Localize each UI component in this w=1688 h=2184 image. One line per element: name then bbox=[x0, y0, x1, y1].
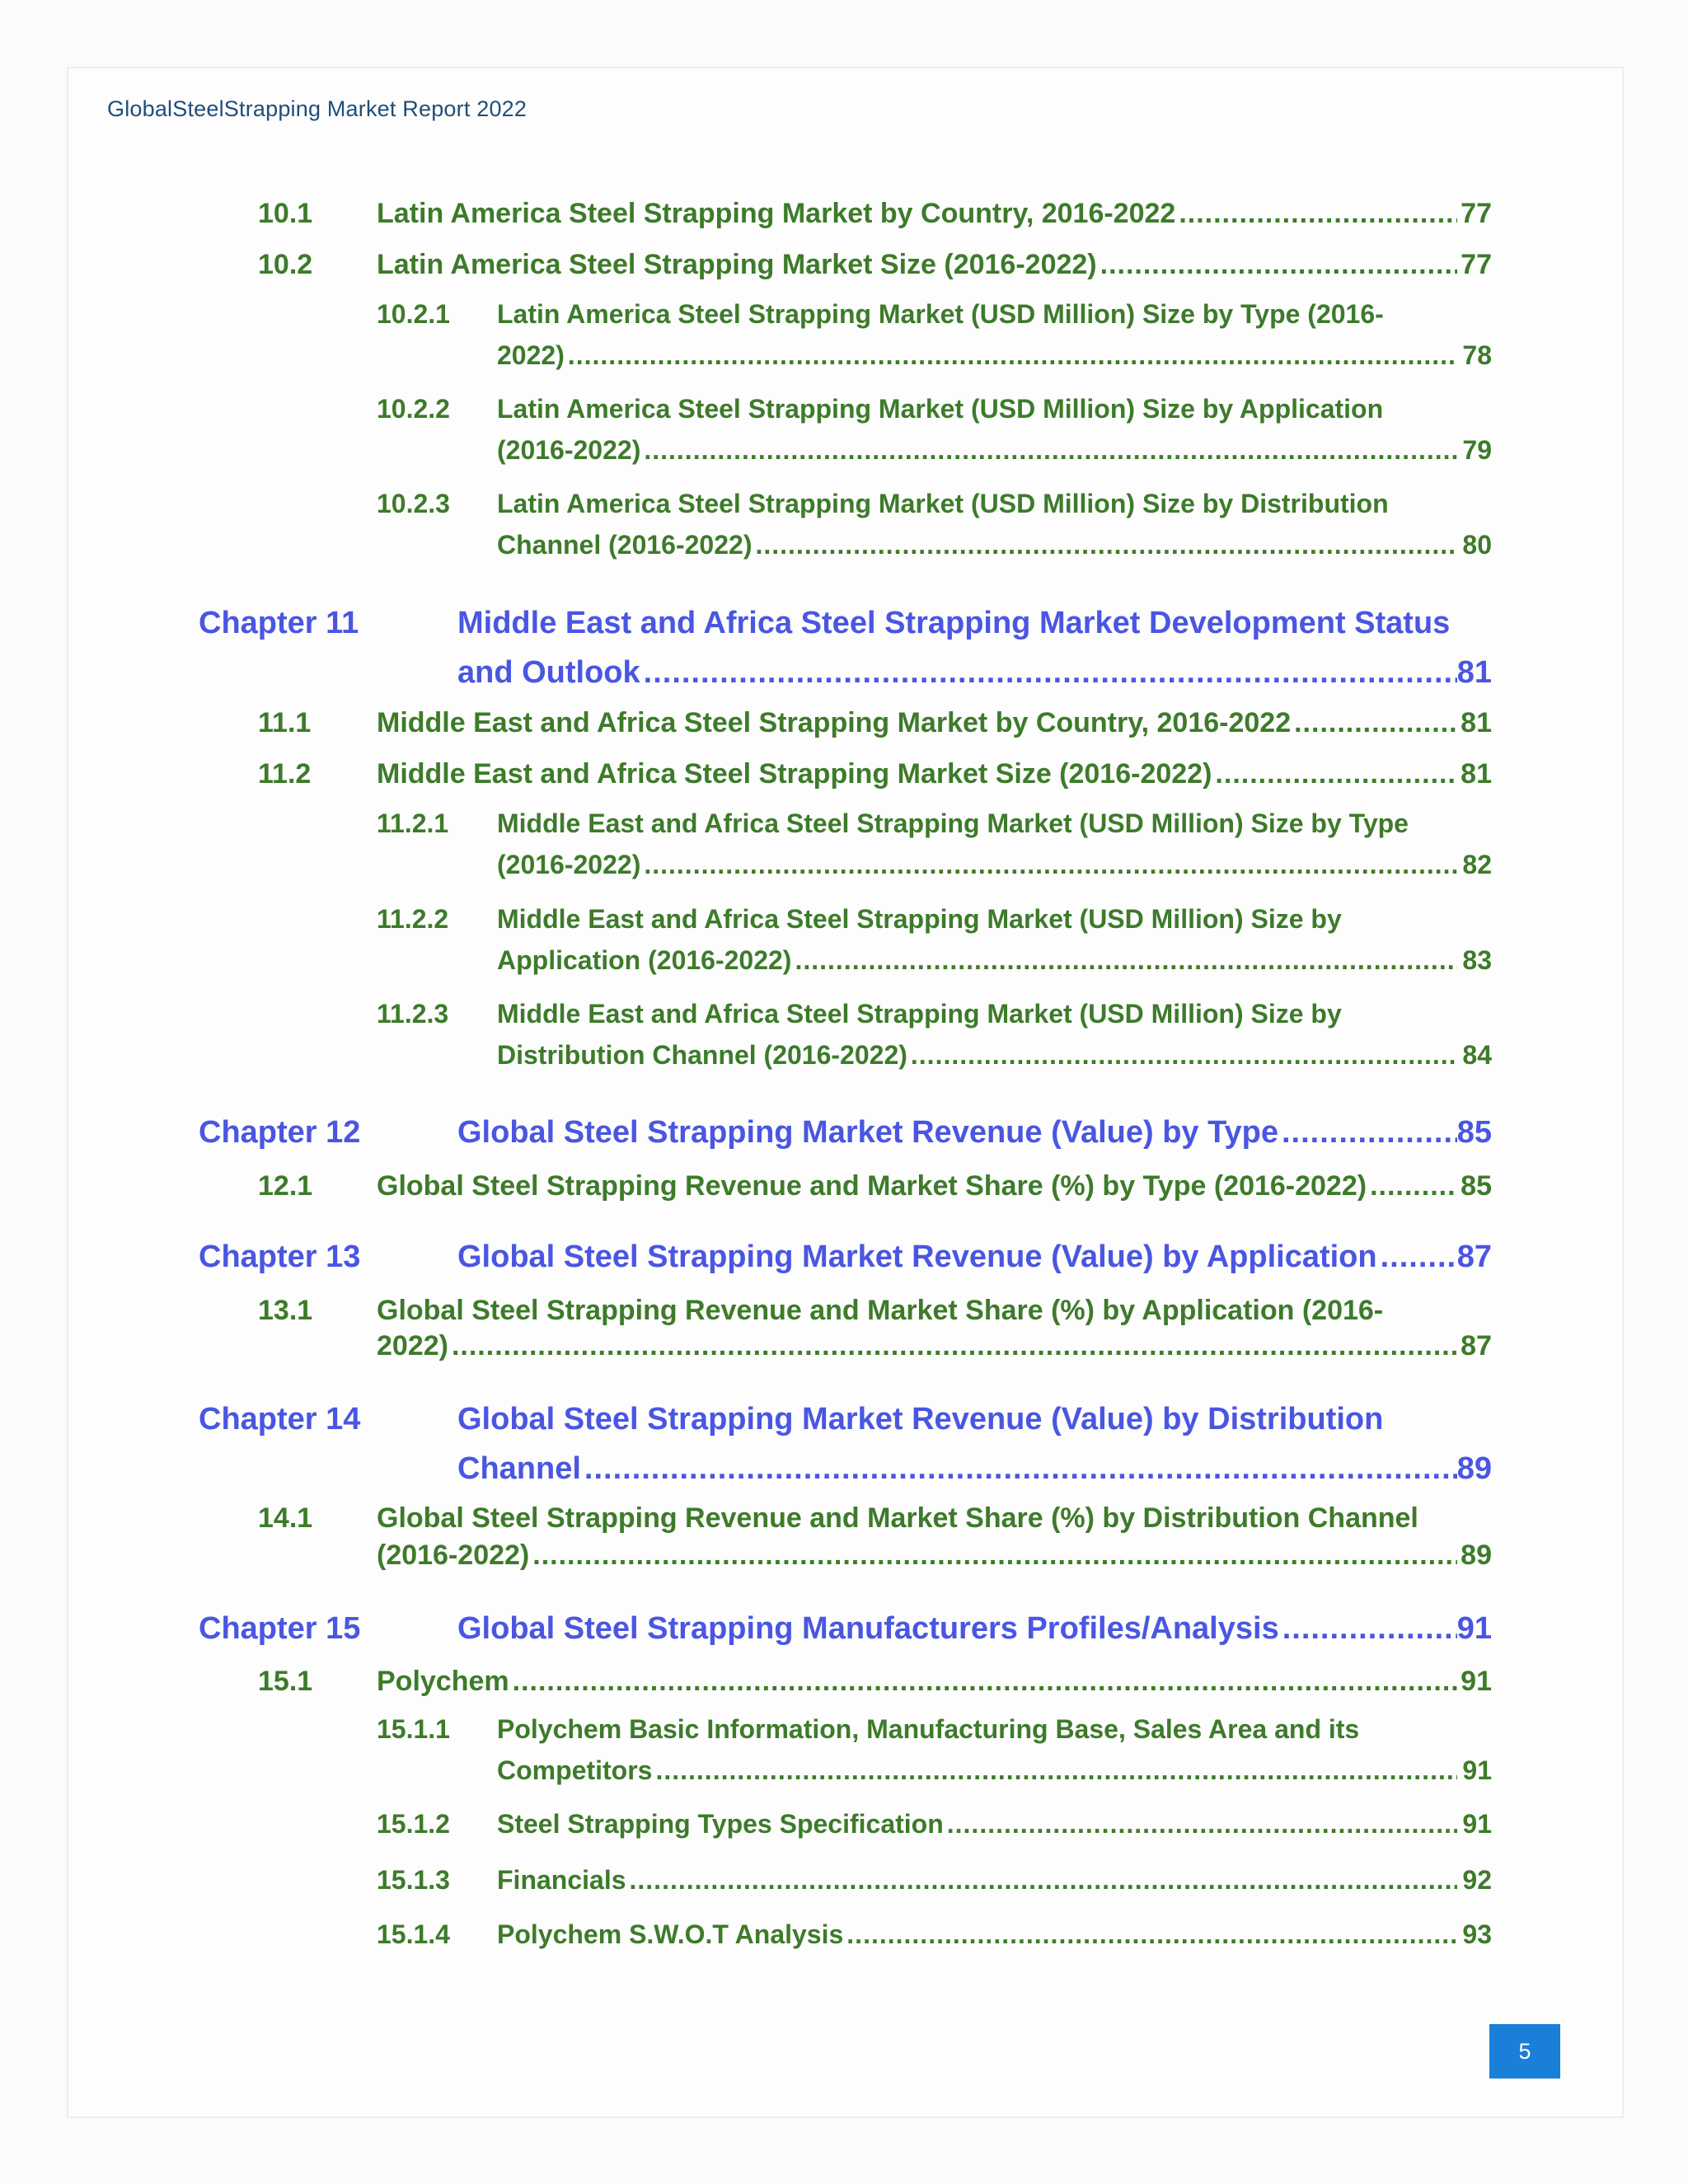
toc-title: Steel Strapping Types Specification ..... bbox=[497, 1809, 1457, 1840]
toc-number: 14.1 bbox=[258, 1502, 313, 1534]
toc-title-line1: Global Steel Strapping Market Revenue (Value) by Distribution bbox=[457, 1402, 1384, 1436]
toc-title: (2016-2022) ..... bbox=[497, 850, 1457, 880]
toc-page-number: 91 bbox=[1462, 1809, 1492, 1839]
toc-page-number: 85 bbox=[1461, 1170, 1492, 1202]
toc-title: Polychem ..... bbox=[377, 1666, 1457, 1698]
toc-page-number: 77 bbox=[1461, 249, 1492, 280]
toc-title: Latin America Steel Strapping Market by Country, 2016-2022 ..... bbox=[377, 198, 1457, 230]
toc-number: 15.1.1 bbox=[377, 1714, 450, 1744]
running-header: GlobalSteelStrapping Market Report 2022 bbox=[107, 96, 528, 121]
toc-page-number: 78 bbox=[1462, 340, 1492, 370]
toc-title: Global Steel Strapping Market Revenue (Value) by Type ..... bbox=[457, 1115, 1457, 1151]
toc-number: 11.1 bbox=[258, 707, 312, 738]
page-number-badge: 5 bbox=[1489, 2024, 1560, 2079]
toc-chapter-number: Chapter 11 bbox=[199, 606, 359, 640]
toc-page-number: 82 bbox=[1462, 850, 1492, 879]
toc-title-line1: Latin America Steel Strapping Market (USD Million) Size by Type (2016- bbox=[497, 299, 1384, 329]
toc-page-number: 85 bbox=[1456, 1115, 1492, 1150]
toc-page-number: 81 bbox=[1461, 707, 1492, 738]
toc-title-line1: Polychem Basic Information, Manufacturing Base, Sales Area and its bbox=[497, 1714, 1360, 1744]
toc-page-number: 89 bbox=[1456, 1451, 1492, 1486]
toc-title: Distribution Channel (2016-2022) ..... bbox=[497, 1040, 1457, 1071]
toc-title-line1: Latin America Steel Strapping Market (USD Million) Size by Distribution bbox=[497, 489, 1389, 518]
toc-title-line1: Middle East and Africa Steel Strapping Market (USD Million) Size by Type bbox=[497, 808, 1409, 838]
toc-page-number: 84 bbox=[1462, 1040, 1492, 1070]
toc-number: 15.1.2 bbox=[377, 1809, 450, 1839]
toc-title: (2016-2022) ..... bbox=[497, 435, 1457, 466]
toc-title: (2016-2022) ..... bbox=[377, 1540, 1457, 1572]
toc-chapter-number: Chapter 13 bbox=[199, 1240, 361, 1274]
toc-chapter-number: Chapter 15 bbox=[199, 1611, 361, 1646]
toc-title: 2022) ..... bbox=[497, 340, 1457, 371]
toc-title: Middle East and Africa Steel Strapping Market Size (2016-2022) ..... bbox=[377, 758, 1457, 790]
toc-page-number: 83 bbox=[1462, 945, 1492, 975]
toc-number: 10.2 bbox=[258, 249, 313, 280]
toc-page-number: 81 bbox=[1461, 758, 1492, 790]
toc-title: Channel ..... bbox=[457, 1451, 1457, 1487]
toc-number: 13.1 bbox=[258, 1295, 313, 1326]
toc-page-number: 93 bbox=[1462, 1919, 1492, 1949]
toc-title-line1: Middle East and Africa Steel Strapping Market (USD Million) Size by bbox=[497, 904, 1342, 934]
toc-title: Global Steel Strapping Manufacturers Profiles/Analysis ..... bbox=[457, 1611, 1457, 1647]
toc-number: 10.2.2 bbox=[377, 394, 450, 424]
toc-title-line1: Middle East and Africa Steel Strapping Market Development Status bbox=[457, 606, 1451, 640]
toc-title: Application (2016-2022) ..... bbox=[497, 945, 1457, 976]
toc-page-number: 77 bbox=[1461, 198, 1492, 229]
toc-page-number: 91 bbox=[1456, 1611, 1492, 1646]
toc-number: 12.1 bbox=[258, 1170, 313, 1202]
toc-page-number: 91 bbox=[1462, 1755, 1492, 1785]
toc-number: 10.2.3 bbox=[377, 489, 450, 518]
toc-number: 10.2.1 bbox=[377, 299, 450, 329]
toc-title: Global Steel Strapping Revenue and Market Share (%) by Type (2016-2022) ..... bbox=[377, 1170, 1457, 1202]
toc-title: 2022) ..... bbox=[377, 1330, 1457, 1362]
toc-number: 15.1.3 bbox=[377, 1865, 450, 1895]
toc-page-number: 89 bbox=[1461, 1540, 1492, 1571]
toc-title: Latin America Steel Strapping Market Size (2016-2022) ..... bbox=[377, 249, 1457, 281]
toc-page-number: 81 bbox=[1456, 655, 1492, 690]
toc-title: Competitors ..... bbox=[497, 1755, 1457, 1786]
toc-number: 11.2 bbox=[258, 758, 312, 790]
toc-title: Middle East and Africa Steel Strapping Market by Country, 2016-2022 ..... bbox=[377, 707, 1457, 739]
toc-chapter-number: Chapter 12 bbox=[199, 1115, 361, 1150]
toc-number: 11.2.3 bbox=[377, 999, 449, 1029]
toc-title: Polychem S.W.O.T Analysis ..... bbox=[497, 1919, 1457, 1950]
toc-page-number: 91 bbox=[1461, 1666, 1492, 1697]
toc-title-line1: Global Steel Strapping Revenue and Market Share (%) by Application (2016- bbox=[377, 1295, 1384, 1326]
toc-number: 15.1.4 bbox=[377, 1919, 450, 1949]
toc-page-number: 87 bbox=[1456, 1240, 1492, 1274]
toc-number: 11.2.2 bbox=[377, 904, 449, 934]
toc-page-number: 87 bbox=[1461, 1330, 1492, 1361]
toc-title: Global Steel Strapping Market Revenue (Value) by Application ..... bbox=[457, 1240, 1457, 1275]
toc-number: 10.1 bbox=[258, 198, 313, 229]
toc-title-line1: Global Steel Strapping Revenue and Market Share (%) by Distribution Channel bbox=[377, 1502, 1418, 1534]
toc-page-number: 92 bbox=[1462, 1865, 1492, 1895]
toc-title-line1: Latin America Steel Strapping Market (USD Million) Size by Application bbox=[497, 394, 1384, 424]
toc-title-line1: Middle East and Africa Steel Strapping Market (USD Million) Size by bbox=[497, 999, 1342, 1029]
toc-page-number: 80 bbox=[1462, 530, 1492, 560]
toc-page-number: 79 bbox=[1462, 435, 1492, 465]
toc-title: Financials ..... bbox=[497, 1865, 1457, 1896]
toc-title: and Outlook ..... bbox=[457, 655, 1457, 691]
toc-title: Channel (2016-2022) ..... bbox=[497, 530, 1457, 560]
toc-number: 11.2.1 bbox=[377, 808, 449, 838]
toc-number: 15.1 bbox=[258, 1666, 313, 1697]
toc-chapter-number: Chapter 14 bbox=[199, 1402, 361, 1436]
